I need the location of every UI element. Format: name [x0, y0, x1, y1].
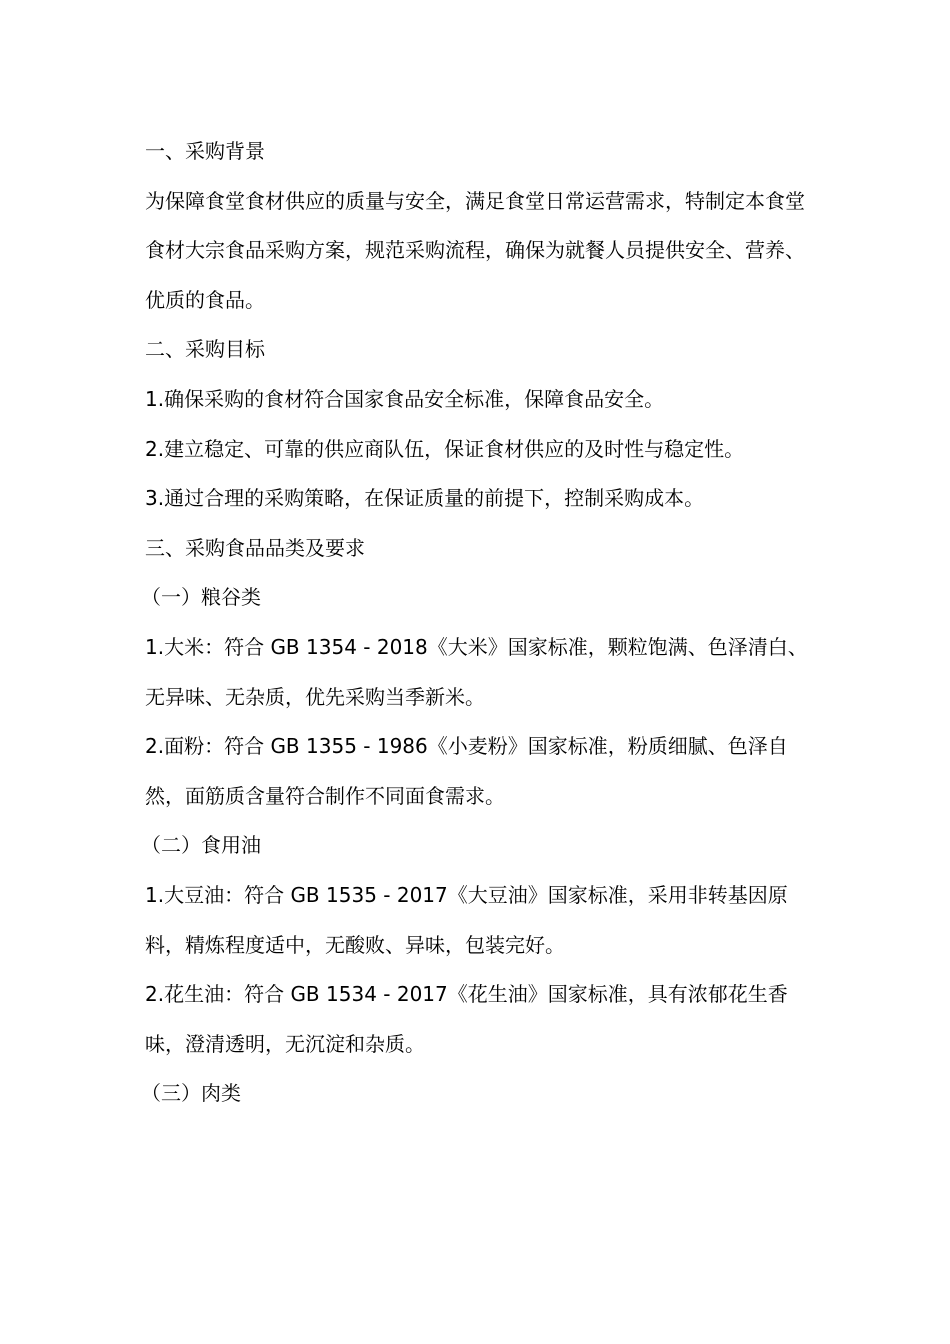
- grain-item-flour: 2.面粉：符合 GB 1355 - 1986《小麦粉》国家标准，粉质细腻、色泽自然，面筋质含量符合制作不同面食需求。: [145, 734, 788, 808]
- oil-item-soybean: 1.大豆油：符合 GB 1535 - 2017《大豆油》国家标准，采用非转基因原料，精炼程度适中，无酸败、异味，包装完好。: [145, 882, 788, 957]
- section-heading-categories: 三、采购食品品类及要求: [145, 535, 365, 560]
- goal-item-1: 1.确保采购的食材符合国家食品安全标准，保障食品安全。: [145, 386, 665, 411]
- background-paragraph: 为保障食堂食材供应的质量与安全，满足食堂日常运营需求，特制定本食堂食材大宗食品采购方案，规范采购流程，确保为就餐人员提供安全、营养、优质的食品。: [145, 188, 805, 312]
- subsection-heading-grains: （一）粮谷类: [141, 585, 261, 610]
- section-heading-goals: 二、采购目标: [145, 337, 265, 362]
- section-heading-background: 一、采购背景: [145, 139, 265, 163]
- subsection-heading-oils: （二）食用油: [141, 833, 261, 858]
- goal-item-2: 2.建立稳定、可靠的供应商队伍，保证食材供应的及时性与稳定性。: [145, 436, 745, 461]
- goal-item-3: 3.通过合理的采购策略，在保证质量的前提下，控制采购成本。: [145, 486, 705, 511]
- document-body: [141, 127, 810, 1119]
- subsection-heading-meat: （三）肉类: [141, 1081, 241, 1106]
- grain-item-rice: 1.大米：符合 GB 1354 - 2018《大米》国家标准，颗粒饱满、色泽清白、无异味、无杂质，优先采购当季新米。: [145, 634, 808, 709]
- oil-item-peanut: 2.花生油：符合 GB 1534 - 2017《花生油》国家标准，具有浓郁花生香味，澄清透明，无沉淀和杂质。: [145, 982, 788, 1056]
